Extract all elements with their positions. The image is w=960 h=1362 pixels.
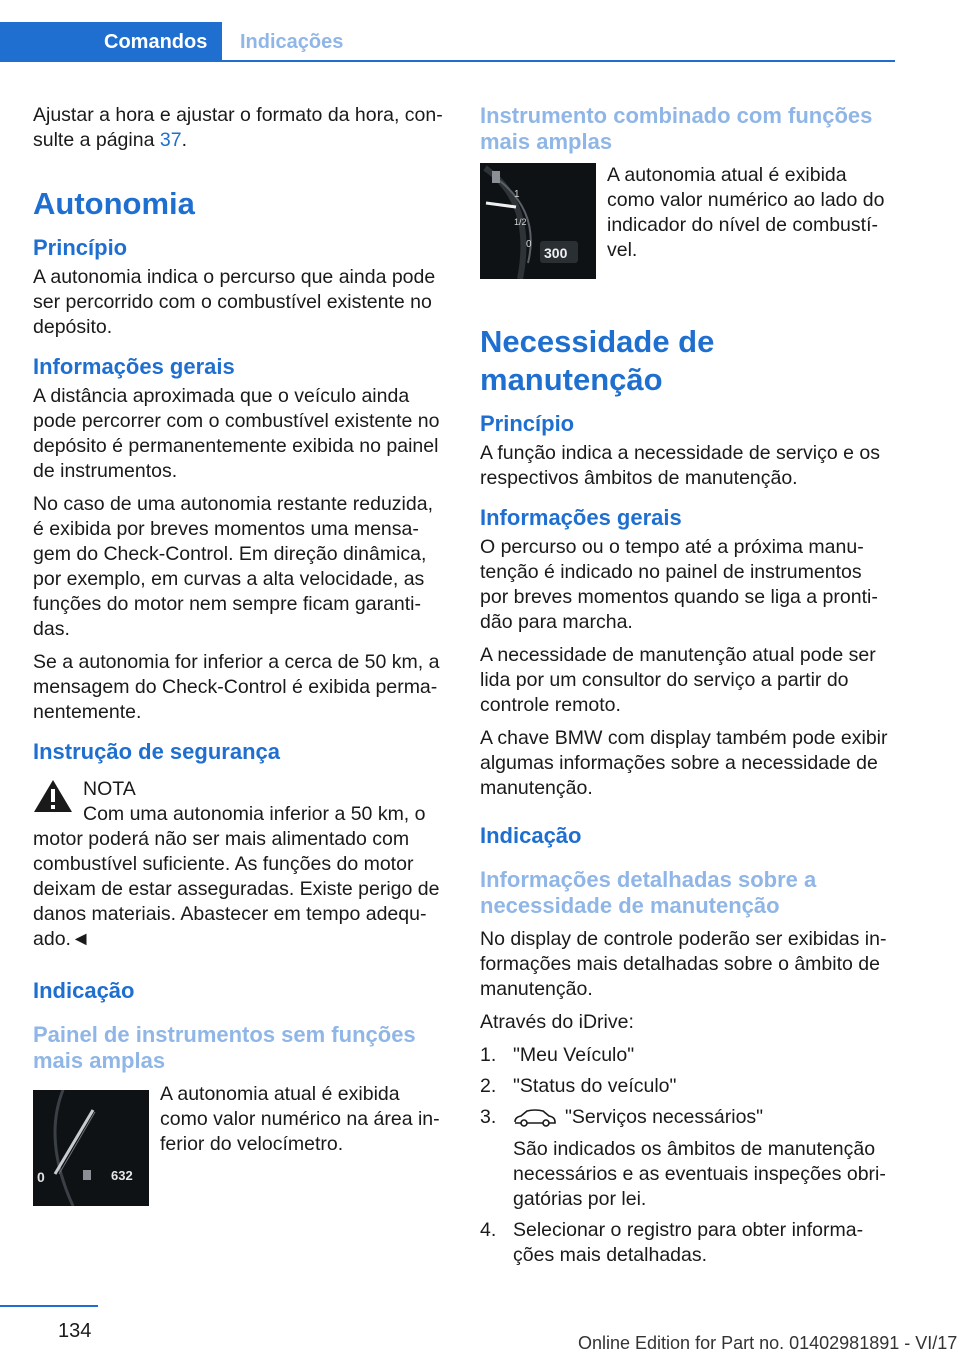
step-number: 2. [480, 1075, 497, 1097]
instrumento-figure-row [480, 163, 895, 279]
img2-half-label: 1/2 [514, 217, 527, 227]
header-tabs [0, 22, 895, 62]
img2-range-value: 300 [544, 245, 568, 261]
paragraph-info-3: Se a autonomia for inferior a cerca de 50 km, a mensagem do Check-Control é exibida permanentemente. [33, 651, 440, 723]
step-text: "Status do veículo" [513, 1075, 677, 1097]
page-number: 134 [58, 1320, 92, 1342]
heading-principio: Princípio [33, 235, 128, 260]
warning-title: NOTA [83, 778, 136, 800]
intro-end: . [181, 129, 187, 151]
warning-icon [33, 779, 73, 813]
heading-instrumento: Instrumento combinado com funções mais amplas [480, 103, 873, 154]
heading-painel: Painel de instrumentos sem funções mais amplas [33, 1022, 416, 1073]
fuel-gauge-image [480, 163, 596, 279]
heading-indicacao-right: Indicação [480, 823, 582, 848]
step-number: 4. [480, 1219, 497, 1241]
step-item [480, 1218, 895, 1268]
warning-text: Com uma autonomia inferior a 50 km, o motor poderá não ser mais alimentado com combustível suficiente. As funções do motor deixam de estar asseguradas. Existe perigo de danos materiais. Abastecer em tempo adequado.◄ [33, 803, 440, 950]
warning-block [33, 777, 448, 952]
paragraph-principio-right: A função indica a necessidade de serviço e os respectivos âmbitos de manutenção. [480, 442, 881, 489]
img1-range-value: 632 [111, 1168, 133, 1183]
step-item [480, 1043, 895, 1068]
heading-manutencao: Necessidade de manutenção [480, 324, 715, 397]
left-column [33, 103, 448, 1206]
paragraph-principio: A autonomia indica o percurso que ainda pode ser percorrido com o combustível existente no depósito. [33, 266, 436, 338]
heading-seguranca: Instrução de segurança [33, 739, 280, 764]
tab-comandos[interactable]: Comandos [0, 22, 222, 62]
paragraph-info-right-3: A chave BMW com display também pode exibir algumas informações sobre a necessidade de manutenção. [480, 727, 888, 799]
step-text: "Serviços necessários" [565, 1106, 764, 1128]
intro-text: Ajustar a hora e ajustar o formato da hora, consulte a página [33, 104, 443, 151]
paragraph-idrive: Através do iDrive: [480, 1011, 634, 1033]
paragraph-info-right-2: A necessidade de manutenção atual pode ser lida por um consultor do serviço a partir do controle remoto. [480, 644, 876, 716]
car-service-icon [513, 1108, 557, 1128]
paragraph-instrumento: A autonomia atual é exibida como valor numérico ao lado do indicador do nível de combustível. [607, 164, 885, 261]
heading-detalhadas: Informações detalhadas sobre a necessidade de manutenção [480, 867, 817, 918]
page-link[interactable]: 37 [159, 129, 182, 151]
paragraph-info-2: No caso de uma autonomia restante reduzida, é exibida por breves momentos uma mensagem do Check-Control. Em direção dinâmica, por exemplo, em curvas a alta velocidade, as funções do motor nem sempre ficam garantidas. [33, 493, 433, 640]
footer-rule [0, 1305, 98, 1307]
step-number: 1. [480, 1044, 497, 1066]
heading-informacoes-gerais: Informações gerais [33, 354, 235, 379]
header-rule [222, 60, 895, 62]
paragraph-painel: A autonomia atual é exibida como valor numérico na área inferior do velocímetro. [160, 1083, 440, 1155]
heading-principio-right: Princípio [480, 411, 575, 436]
edition-note: Online Edition for Part no. 01402981891 - VI/17 [578, 1333, 958, 1353]
img1-zero-label: 0 [37, 1169, 45, 1185]
speedometer-image [33, 1090, 149, 1206]
tab-indicacoes[interactable]: Indicações [240, 31, 344, 53]
heading-informacoes-gerais-right: Informações gerais [480, 505, 682, 530]
paragraph-info-1: A distância aproximada que o veículo ainda pode percorrer com o combustível existente no depósito é permanentemente exibida no painel de instrumentos. [33, 385, 440, 482]
heading-autonomia: Autonomia [33, 186, 195, 221]
img2-zero-label: 0 [526, 239, 532, 250]
heading-indicacao: Indicação [33, 978, 135, 1003]
intro-paragraph [33, 103, 448, 153]
step-number: 3. [480, 1106, 497, 1128]
step-text: "Meu Veículo" [513, 1044, 635, 1066]
painel-figure-row [33, 1082, 448, 1206]
step-subtext: São indicados os âmbitos de manutenção necessários e as eventuais inspeções obrigatórias por lei. [513, 1138, 886, 1210]
steps-list [480, 1043, 895, 1268]
step-text: Selecionar o registro para obter informações mais detalhadas. [513, 1219, 864, 1266]
right-column [480, 103, 895, 1274]
step-item [480, 1074, 895, 1099]
paragraph-detalhadas: No display de controle poderão ser exibidas informações mais detalhadas sobre o âmbito de manutenção. [480, 928, 887, 1000]
step-item [480, 1105, 895, 1212]
img2-one-label: 1 [514, 189, 520, 200]
paragraph-info-right-1: O percurso ou o tempo até a próxima manutenção é indicado no painel de instrumentos por breves momentos quando se liga a prontidão para marcha. [480, 536, 878, 633]
